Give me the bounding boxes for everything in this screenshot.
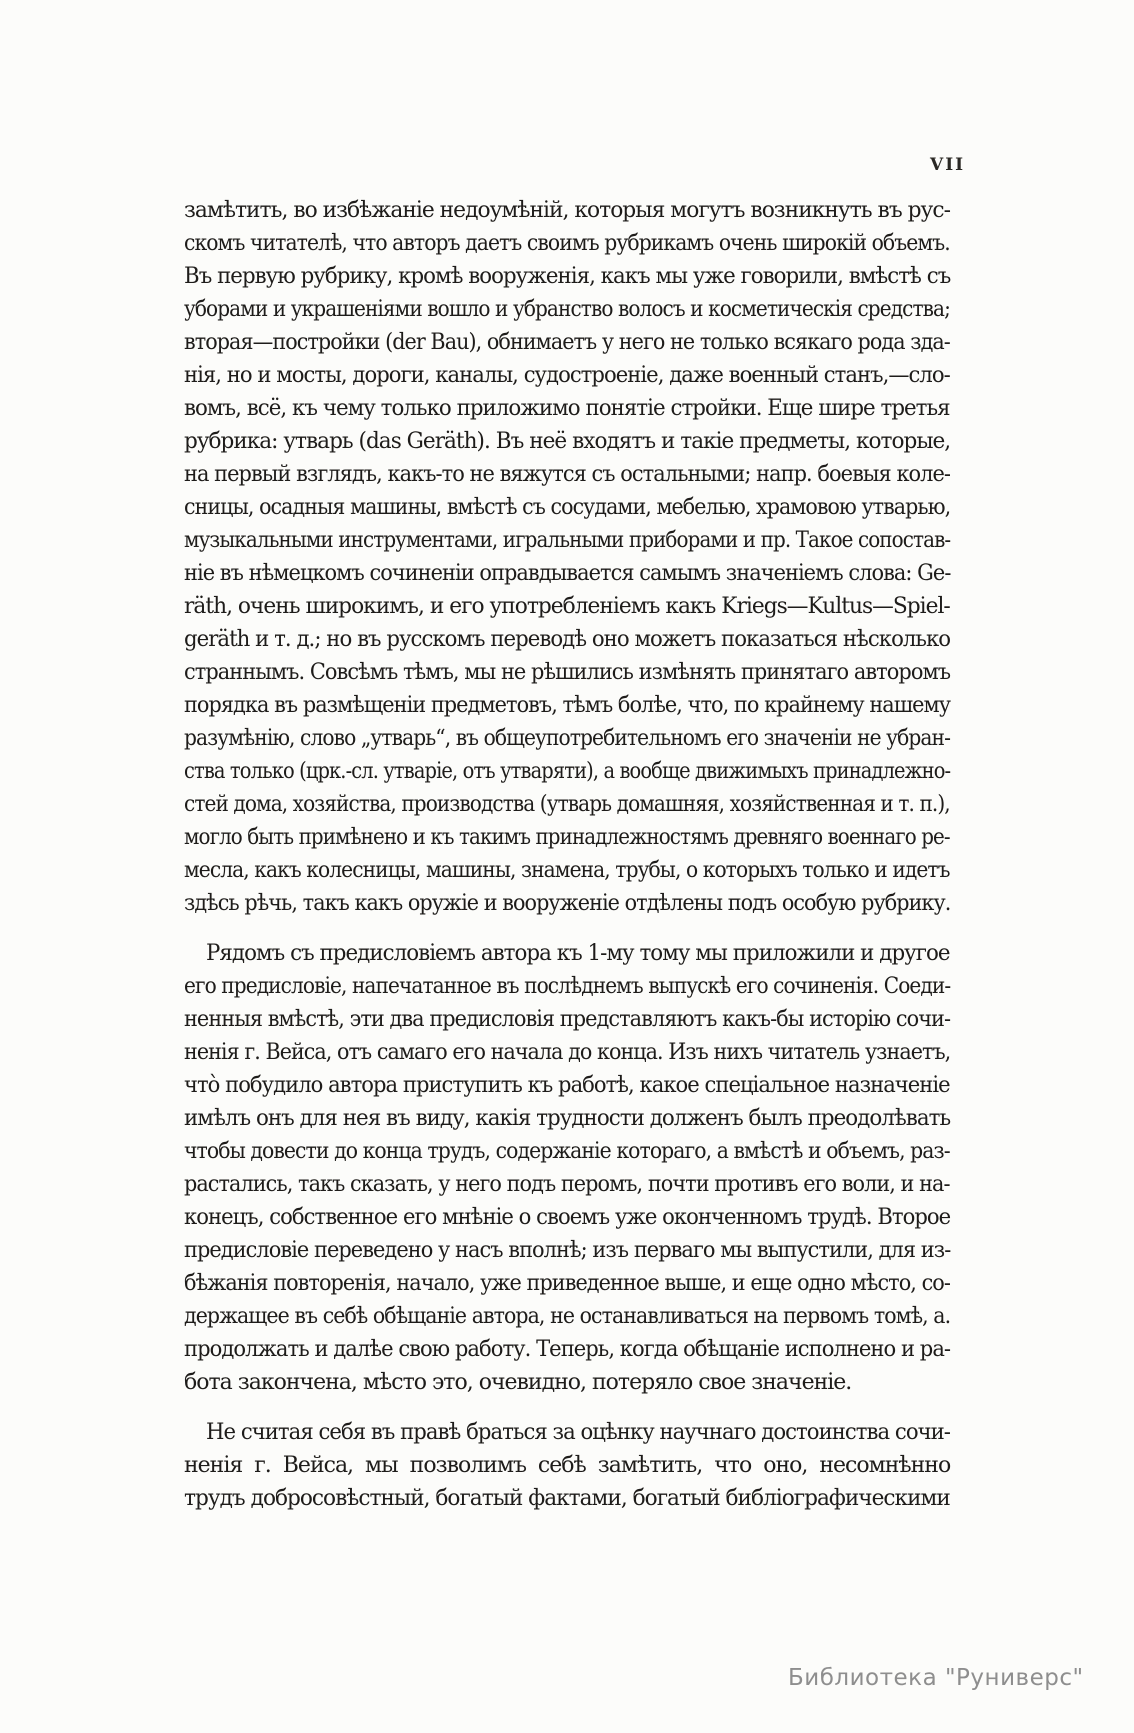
- text-line: ненія г. Вейса, мы позволимъ себѣ замѣтить, что оно, несомнѣнно: [184, 1453, 951, 1478]
- text-line: музыкальными инструментами, игральными приборами и пр. Такое сопостав-: [184, 528, 951, 553]
- text-line: Рядомъ съ предисловіемъ автора къ 1-му тому мы приложили и другое: [206, 941, 950, 966]
- text-line: ненныя вмѣстѣ, эти два предисловія представляютъ какъ-бы исторію сочи-: [184, 1007, 951, 1032]
- text-line: на первый взглядъ, какъ-то не вяжутся съ остальными; напр. боевыя коле-: [184, 462, 951, 487]
- text-line: разумѣнію, слово „утварь“, въ общеупотребительномъ его значеніи не убран-: [184, 726, 951, 751]
- text-line: geräth и т. д.; но въ русскомъ переводѣ оно можетъ показаться нѣсколько: [184, 627, 951, 652]
- text-line: вомъ, всё, къ чему только приложимо понятіе стройки. Еще шире третья: [184, 396, 950, 421]
- text-line: страннымъ. Совсѣмъ тѣмъ, мы не рѣшились измѣнять принятаго авторомъ: [184, 660, 951, 685]
- text-line: здѣсь рѣчь, такъ какъ оружіе и вооруженіе отдѣлены подъ особую рубрику.: [184, 891, 951, 916]
- text-line: конецъ, собственное его мнѣніе о своемъ уже оконченномъ трудѣ. Второе: [184, 1205, 951, 1230]
- text-line: могло быть примѣнено и къ такимъ принадлежностямъ древняго военнаго ре-: [184, 825, 950, 850]
- text-line: бѣжанія повторенія, начало, уже приведенное выше, и еще одно мѣсто, со-: [184, 1271, 950, 1296]
- library-watermark: Библиотека "Руниверс": [788, 1665, 1084, 1691]
- text-line: räth, очень широкимъ, и его употребленіемъ какъ Kriegs—Kultus—Spiel-: [184, 594, 950, 619]
- text-line: замѣтить, во избѣжаніе недоумѣній, которыя могутъ возникнуть въ рус-: [184, 198, 950, 223]
- text-line: что̀ побудило автора приступить къ работѣ, какое спеціальное назначеніе: [184, 1073, 950, 1098]
- text-line: уборами и украшеніями вошло и убранство волосъ и косметическія средства;: [184, 297, 950, 322]
- text-line: растались, такъ сказать, у него подъ перомъ, почти противъ его воли, и на-: [184, 1172, 950, 1197]
- text-line: нія, но и мосты, дороги, каналы, судостроеніе, даже военный станъ,—сло-: [184, 363, 950, 388]
- page-number: VII: [930, 155, 966, 175]
- text-line: ненія г. Вейса, отъ самаго его начала до конца. Изъ нихъ читатель узнаетъ,: [184, 1040, 951, 1065]
- text-line: сницы, осадныя машины, вмѣстѣ съ сосудами, мебелью, храмовою утварью,: [184, 495, 951, 520]
- paragraph: [184, 1416, 950, 1515]
- text-line: скомъ читателѣ, что авторъ даетъ своимъ рубрикамъ очень широкій объемъ.: [184, 231, 950, 256]
- text-line: ніе въ нѣмецкомъ сочиненіи оправдывается самымъ значеніемъ слова: Ge-: [184, 561, 951, 586]
- text-line: Въ первую рубрику, кромѣ вооруженія, какъ мы уже говорили, вмѣстѣ съ: [184, 264, 951, 289]
- text-line: предисловіе переведено у насъ вполнѣ; изъ перваго мы выпустили, для из-: [184, 1238, 951, 1263]
- text-line: бота закончена, мѣсто это, очевидно, потеряло свое значеніе.: [184, 1370, 852, 1395]
- paragraph: [184, 194, 950, 920]
- text-line: Не считая себя въ правѣ браться за оцѣнку научнаго достоинства сочи-: [206, 1420, 950, 1445]
- text-block: [184, 194, 950, 1515]
- text-line: месла, какъ колесницы, машины, знамена, трубы, о которыхъ только и идетъ: [184, 858, 950, 883]
- text-line: чтобы довести до конца трудъ, содержаніе котораго, а вмѣстѣ и объемъ, раз-: [184, 1139, 950, 1164]
- text-line: рубрика: утварь (das Geräth). Въ неё входятъ и такіе предметы, которые,: [184, 429, 951, 454]
- text-line: имѣлъ онъ для нея въ виду, какія трудности долженъ былъ преодолѣвать: [184, 1106, 951, 1131]
- paragraph: [184, 937, 950, 1399]
- text-line: трудъ добросовѣстный, богатый фактами, богатый библіографическими: [184, 1486, 950, 1511]
- text-line: продолжать и далѣе свою работу. Теперь, когда обѣщаніе исполнено и ра-: [184, 1337, 951, 1362]
- text-line: ства только (црк.-сл. утваріе, отъ утваряти), а вообще движимыхъ принадлежно-: [184, 759, 951, 784]
- text-line: стей дома, хозяйства, производства (утварь домашняя, хозяйственная и т. п.),: [184, 792, 950, 817]
- text-line: держащее въ себѣ обѣщаніе автора, не останавливаться на первомъ томѣ, а.: [184, 1304, 951, 1329]
- text-line: порядка въ размѣщеніи предметовъ, тѣмъ болѣе, что, по крайнему нашему: [184, 693, 951, 718]
- text-line: вторая—постройки (der Bau), обнимаетъ у него не только всякаго рода зда-: [184, 330, 950, 355]
- text-line: его предисловіе, напечатанное въ послѣднемъ выпускѣ его сочиненія. Соеди-: [184, 974, 951, 999]
